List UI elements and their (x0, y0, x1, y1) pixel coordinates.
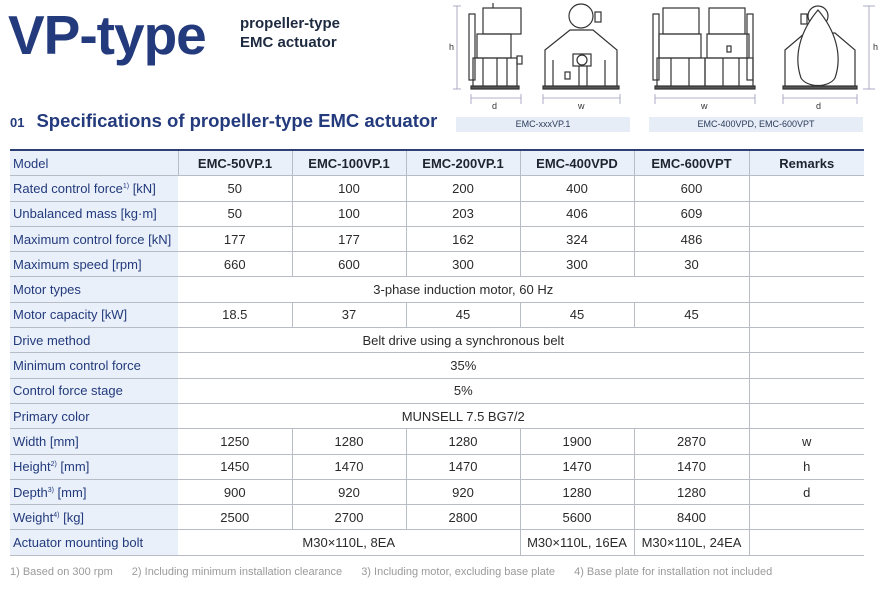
spec-table (10, 149, 864, 556)
cell: 1280 (520, 479, 634, 504)
cell: 1470 (406, 454, 520, 479)
cell: 920 (292, 479, 406, 504)
cell: 600 (292, 252, 406, 277)
row-label: Actuator mounting bolt (10, 530, 178, 555)
footnote-4: 4) Base plate for installation not included (574, 566, 773, 578)
cell: 600 (634, 176, 749, 201)
table-row (10, 505, 864, 530)
cell: 1470 (292, 454, 406, 479)
table-row (10, 403, 864, 428)
cell: 18.5 (178, 302, 292, 327)
table-row (10, 176, 864, 201)
remarks-cell (749, 505, 864, 530)
cell: 200 (406, 176, 520, 201)
header-model: Model (10, 150, 178, 176)
spanned-cell: MUNSELL 7.5 BG7/2 (178, 403, 749, 428)
cell: 2700 (292, 505, 406, 530)
row-label: Minimum control force (10, 353, 178, 378)
spanned-cell: Belt drive using a synchronous belt (178, 328, 749, 353)
cell: 2870 (634, 429, 749, 454)
section-title: Specifications of propeller-type EMC actuator (36, 110, 438, 131)
subtitle-line-2: EMC actuator (240, 34, 337, 51)
table-row (10, 226, 864, 251)
table-row (10, 302, 864, 327)
cell: 5600 (520, 505, 634, 530)
spanned-cell: 3-phase induction motor, 60 Hz (178, 277, 749, 302)
table-row (10, 353, 864, 378)
cell: M30×110L, 16EA (520, 530, 634, 555)
cell: 1470 (634, 454, 749, 479)
cell: 100 (292, 176, 406, 201)
cell: 1280 (406, 429, 520, 454)
spanned-cell: M30×110L, 8EA (178, 530, 520, 555)
row-label: Control force stage (10, 378, 178, 403)
row-label: Primary color (10, 403, 178, 428)
spanned-cell: 5% (178, 378, 749, 403)
front-view-drawing-vpd (653, 8, 755, 89)
cell: 100 (292, 201, 406, 226)
figure-caption-vp1: EMC-xxxVP.1 (456, 117, 630, 132)
remarks-cell (749, 403, 864, 428)
row-label: Maximum control force [kN] (10, 226, 178, 251)
table-row (10, 328, 864, 353)
cell: 37 (292, 302, 406, 327)
cell: 162 (406, 226, 520, 251)
cell: 920 (406, 479, 520, 504)
remarks-cell (749, 226, 864, 251)
cell: 609 (634, 201, 749, 226)
cell: 2800 (406, 505, 520, 530)
dim-label-d2: d (816, 101, 822, 111)
cell: 50 (178, 201, 292, 226)
table-row (10, 429, 864, 454)
remarks-cell (749, 252, 864, 277)
front-view-drawing-vp1 (543, 4, 619, 89)
cell: 45 (406, 302, 520, 327)
side-view-drawing-vpt (783, 6, 857, 89)
cell: 1450 (178, 454, 292, 479)
cell: 1280 (292, 429, 406, 454)
row-label: Motor capacity [kW] (10, 302, 178, 327)
row-label: Width [mm] (10, 429, 178, 454)
remarks-cell (749, 277, 864, 302)
remarks-cell (749, 378, 864, 403)
cell: 1250 (178, 429, 292, 454)
cell: 2500 (178, 505, 292, 530)
dim-label-w2: w (701, 101, 708, 111)
row-label: Height$^{2)}$ [mm] (10, 454, 178, 479)
page-title: VP-type (8, 4, 206, 66)
row-label: Rated control force$^{1)}$ [kN] (10, 176, 178, 201)
header-emc-400vpd: EMC-400VPD (520, 150, 634, 176)
remarks-cell: w (749, 429, 864, 454)
remarks-cell: h (749, 454, 864, 479)
cell: 177 (292, 226, 406, 251)
remarks-cell (749, 353, 864, 378)
header-emc-600vpt: EMC-600VPT (634, 150, 749, 176)
row-label: Drive method (10, 328, 178, 353)
footnote-2: 2) Including minimum installation clearance (131, 566, 343, 578)
cell: 486 (634, 226, 749, 251)
cell: 30 (634, 252, 749, 277)
cell: 45 (520, 302, 634, 327)
table-row (10, 530, 864, 555)
subtitle-line-1: propeller-type (240, 15, 341, 32)
row-label: Depth$^{3)}$ [mm] (10, 479, 178, 504)
cell: 1280 (634, 479, 749, 504)
spanned-cell: 35% (178, 353, 749, 378)
footnotes (10, 566, 788, 578)
cell: 324 (520, 226, 634, 251)
remarks-cell (749, 328, 864, 353)
dim-label-d: d (492, 101, 498, 111)
cell: 177 (178, 226, 292, 251)
cell: M30×110L, 24EA (634, 530, 749, 555)
cell: 900 (178, 479, 292, 504)
row-label: Unbalanced mass [kg·m] (10, 201, 178, 226)
row-label: Motor types (10, 277, 178, 302)
actuator-drawings (445, 0, 891, 135)
footnote-1: 1) Based on 300 rpm (10, 566, 113, 578)
remarks-cell (749, 201, 864, 226)
cell: 400 (520, 176, 634, 201)
header-remarks: Remarks (749, 150, 864, 176)
dim-label-h: h (449, 42, 455, 52)
header-emc-100vp1: EMC-100VP.1 (292, 150, 406, 176)
side-view-drawing-vp1 (469, 3, 522, 89)
cell: 1900 (520, 429, 634, 454)
cell: 1470 (520, 454, 634, 479)
figure-caption-vpd-vpt: EMC-400VPD, EMC-600VPT (649, 117, 863, 132)
remarks-cell (749, 530, 864, 555)
cell: 300 (520, 252, 634, 277)
section-heading (10, 109, 437, 135)
table-row (10, 277, 864, 302)
row-label: Maximum speed [rpm] (10, 252, 178, 277)
remarks-cell (749, 302, 864, 327)
cell: 406 (520, 201, 634, 226)
footnote-3: 3) Including motor, excluding base plate (361, 566, 556, 578)
table-row (10, 479, 864, 504)
dim-label-w: w (578, 101, 585, 111)
cell: 203 (406, 201, 520, 226)
header-emc-50vp1: EMC-50VP.1 (178, 150, 292, 176)
table-header-row (10, 150, 864, 176)
cell: 45 (634, 302, 749, 327)
cell: 8400 (634, 505, 749, 530)
table-row (10, 201, 864, 226)
table-row (10, 378, 864, 403)
section-number: 01 (10, 115, 25, 130)
remarks-cell (749, 176, 864, 201)
cell: 300 (406, 252, 520, 277)
cell: 50 (178, 176, 292, 201)
remarks-cell: d (749, 479, 864, 504)
cell: 660 (178, 252, 292, 277)
header-emc-200vp1: EMC-200VP.1 (406, 150, 520, 176)
row-label: Weight$^{4)}$ [kg] (10, 505, 178, 530)
table-row (10, 252, 864, 277)
page-subtitle (240, 14, 340, 52)
dim-label-h2: h (873, 42, 879, 52)
table-row (10, 454, 864, 479)
